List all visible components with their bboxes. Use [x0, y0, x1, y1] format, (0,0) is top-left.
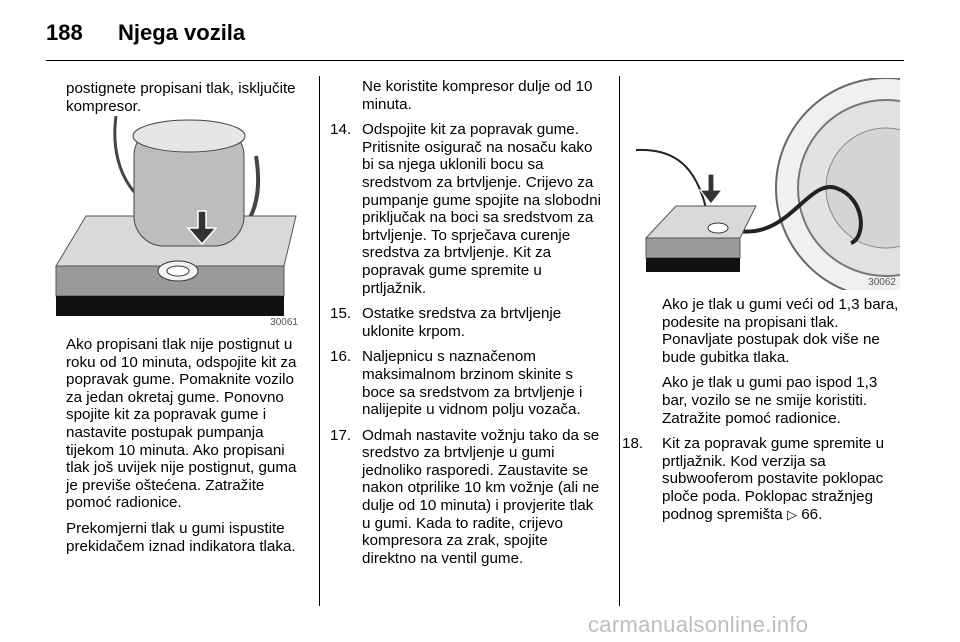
- page-number: 188: [46, 20, 83, 45]
- step-number: 14.: [330, 121, 352, 139]
- step-text: Odmah nastavite vožnju tako da se sredstvo za brtvljenje u gumi jednoliko rasporedi. Zaustavite se nakon otprilike 10 km vožnje (ali ne dulje od 10 minuta) i provjerite tlak u gumi. Kada to radite, crijevo kompresora za zrak, spojite direktno na ventil gume.: [362, 426, 600, 567]
- column-divider-1: [319, 76, 320, 606]
- figure-label: 30061: [270, 317, 298, 328]
- step-text: Kit za popravak gume spremite u prtljažnik. Kod verzija sa subwooferom postavite poklopac ploče poda. Poklopac stražnjeg podnog spremišta: [662, 435, 885, 523]
- step-number: 17.: [330, 426, 352, 444]
- col2-intro: Ne koristite kompresor dulje od 10 minuta.: [362, 78, 593, 113]
- step-number: 15.: [330, 305, 352, 323]
- col3-paragraph-2: Ako je tlak u gumi pao ispod 1,3 bar, vozilo se ne smije koristiti. Zatražite pomoć radionice.: [662, 374, 878, 427]
- column-divider-2: [619, 76, 620, 606]
- reference-page-link[interactable]: 66.: [801, 505, 823, 523]
- page-title: Njega vozila: [118, 20, 246, 45]
- step-text: Naljepnicu s naznačenom maksimalnom brzinom skinite s boce sa sredstvom za brtvljenje i nalijepite u vidnom polju vozača.: [362, 348, 583, 419]
- step-15: [330, 305, 604, 340]
- reference-arrow-icon: ▷: [786, 506, 797, 522]
- steps-list: [330, 121, 604, 567]
- col1-paragraph-2: Prekomjerni tlak u gumi ispustite prekidačem iznad indikatora tlaka.: [66, 519, 296, 555]
- step-18: [622, 435, 904, 523]
- compressor-wheel-illustration: [636, 78, 900, 290]
- column-middle: [330, 78, 604, 575]
- figure-compressor-closeup: [46, 116, 304, 330]
- step-text: Ostatke sredstva za brtvljenje uklonite krpom.: [362, 305, 562, 340]
- header-rule: [46, 60, 904, 61]
- steps-list-continued: [622, 435, 904, 523]
- step-16: [330, 348, 604, 418]
- compressor-illustration: [46, 116, 304, 330]
- page-header: [46, 14, 906, 54]
- col3-paragraph-1: Ako je tlak u gumi veći od 1,3 bara, podesite na propisani tlak. Ponavljate postupak dok više ne bude gubitka tlaka.: [662, 296, 899, 366]
- col1-intro: postignete propisani tlak, isključite kompresor.: [66, 80, 296, 115]
- step-14: [330, 121, 604, 297]
- step-number: 16.: [330, 348, 352, 366]
- figure-label: 30062: [868, 277, 896, 288]
- step-text: Odspojite kit za popravak gume. Pritisnite osigurač na nosaču kako bi sa njega uklonili bocu sa sredstvom za brtvljenje. Crijevo za pumpanje gume spojite na slobodni priključak na boci sa sredstvom za brtvljenje. To sprječava curenje sredstva za brtvljenje. Kit za popravak gume spremite u prtljažnik.: [362, 121, 601, 297]
- figure-compressor-wheel: [636, 78, 900, 290]
- column-right: [622, 296, 904, 531]
- col1-body: [66, 336, 306, 563]
- step-17: [330, 427, 604, 568]
- col1-paragraph-1: Ako propisani tlak nije postignut u roku od 10 minuta, odspojite kit za popravak gume. Pomaknite vozilo za jedan okretaj gume. Ponovno spojite kit za popravak gume i nastavite postupak pumpanja tijekom 10 minuta. Ako propisani tlak još uvijek nije postignut, guma je previše oštećena. Zatražite pomoć radionice.: [66, 336, 297, 512]
- step-number: 18.: [622, 435, 644, 453]
- watermark: carmanualsonline.info: [588, 612, 809, 637]
